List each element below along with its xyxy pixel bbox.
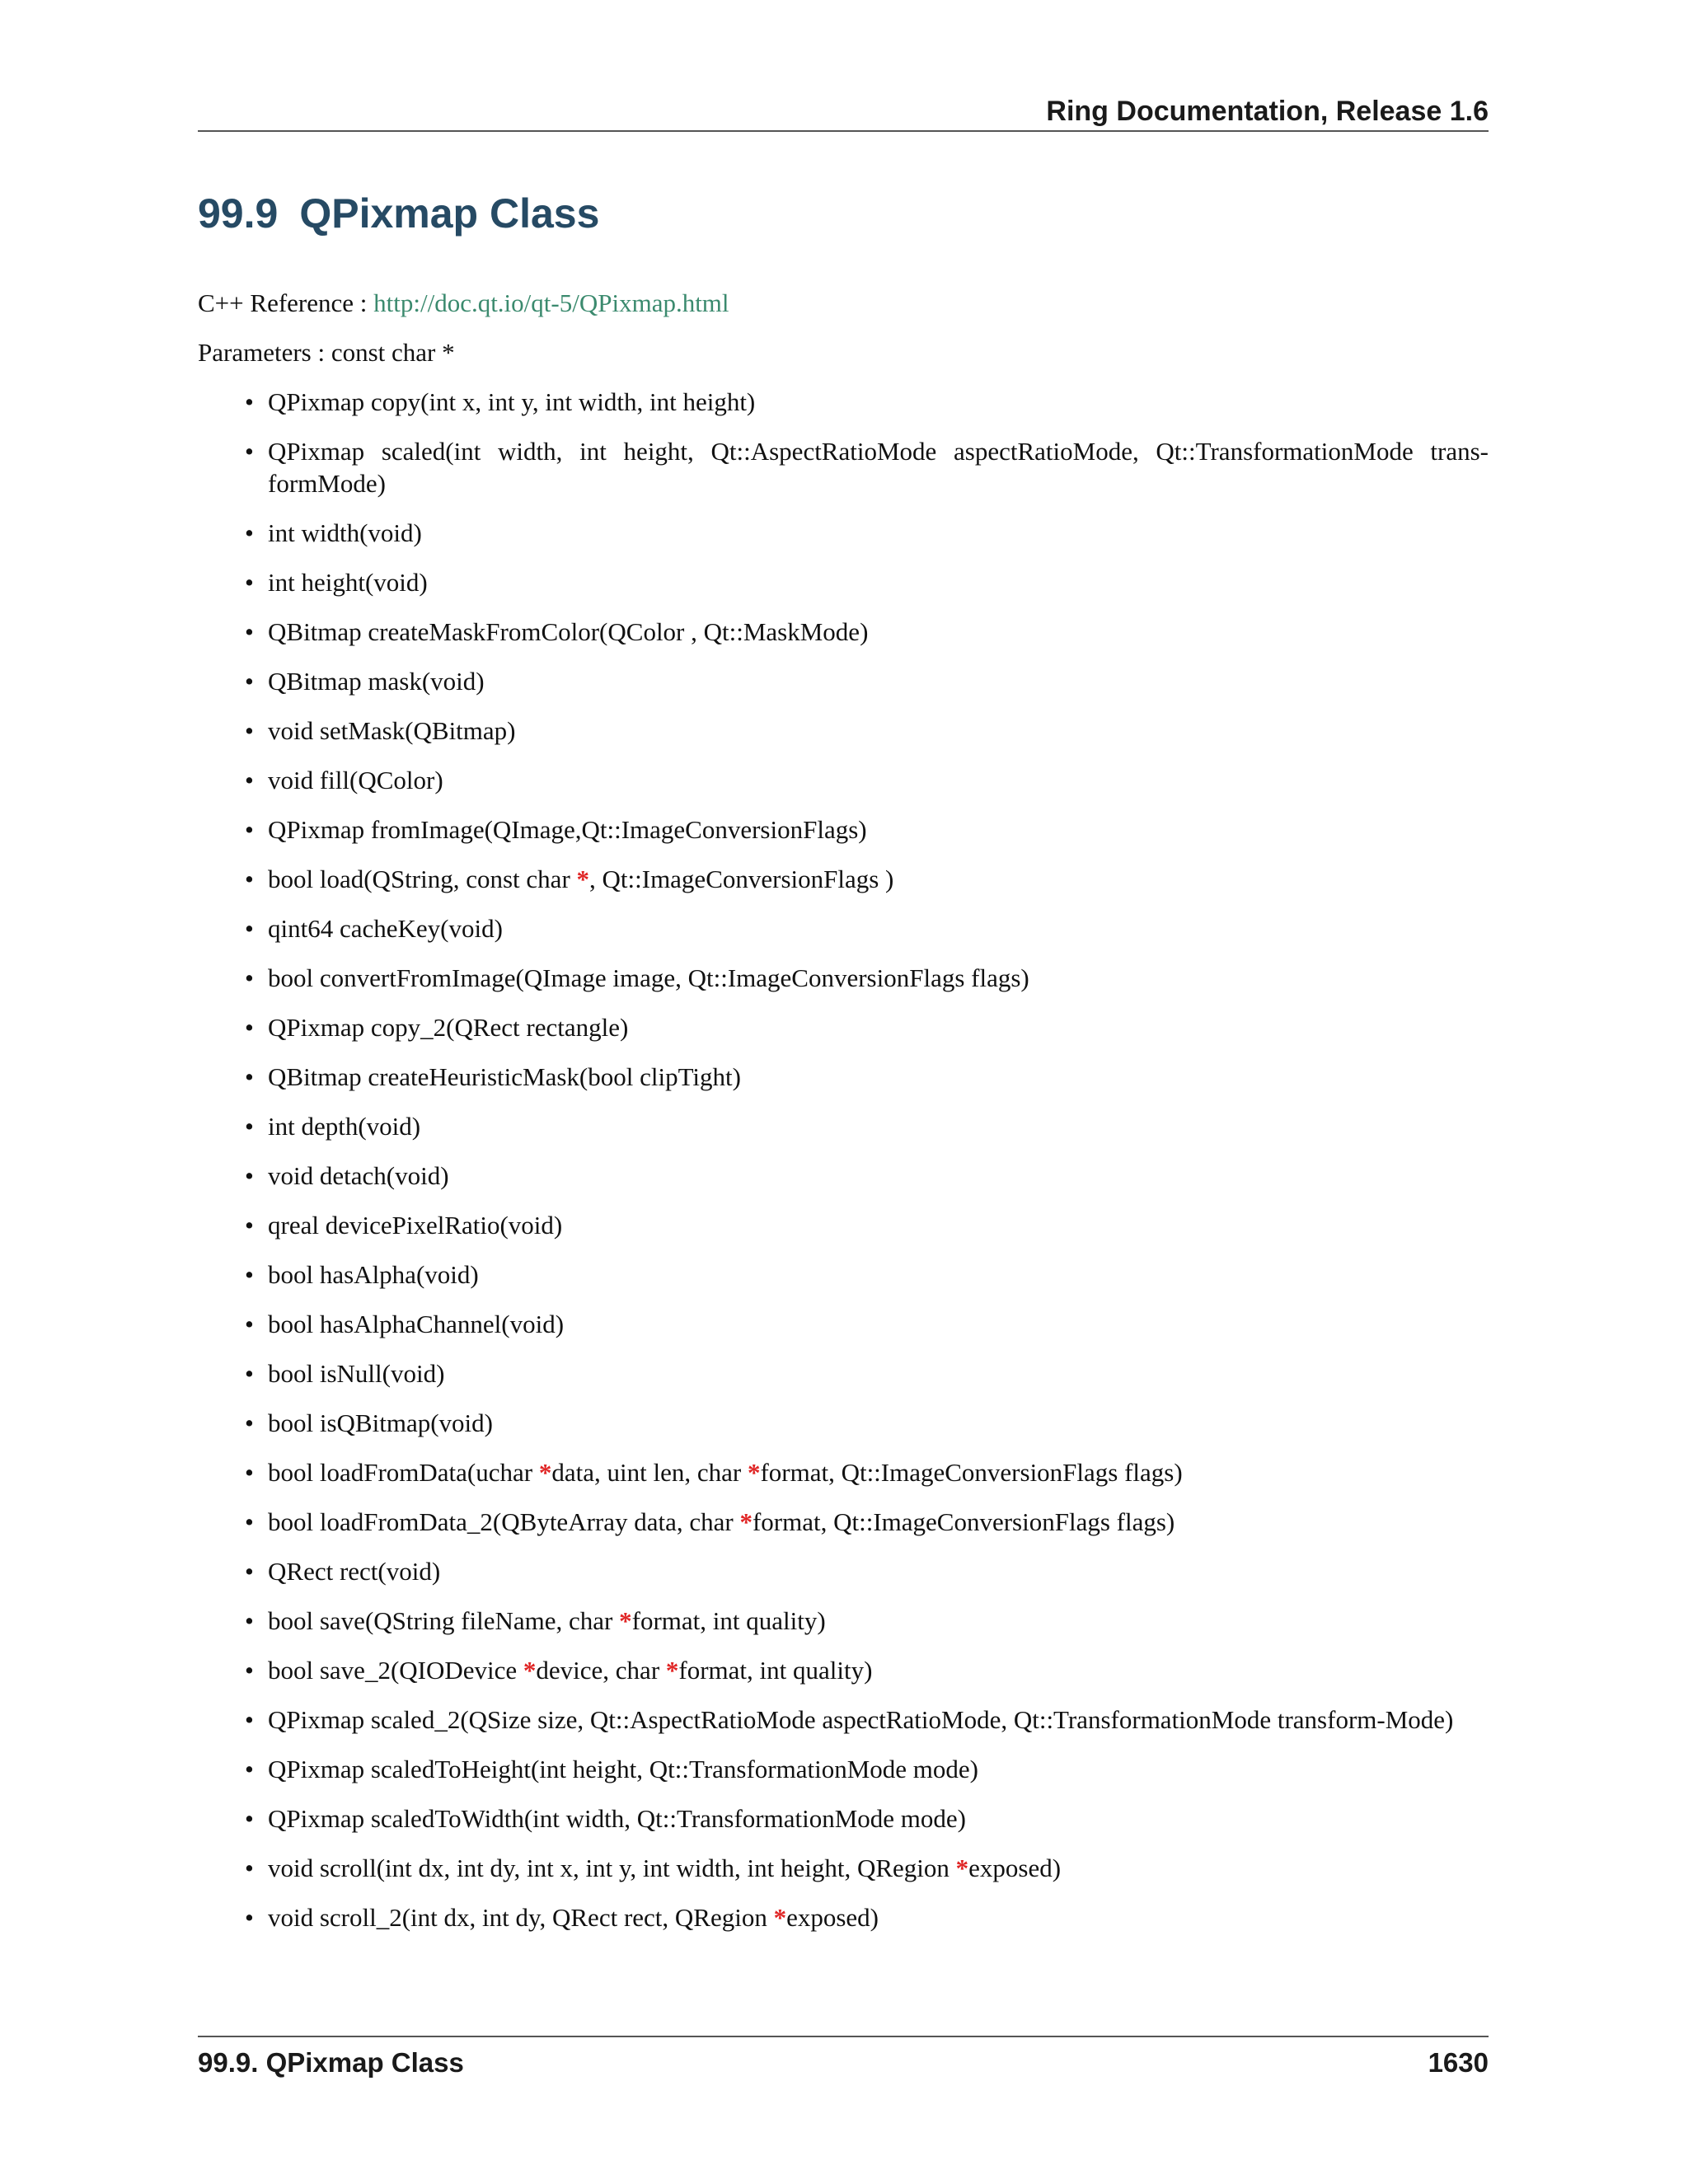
method-item: • QPixmap copy_2(QRect rectangle) xyxy=(268,1011,1489,1043)
asterisk: * xyxy=(665,1656,679,1685)
section-title: QPixmap Class xyxy=(299,190,600,237)
method-list xyxy=(268,386,1489,1951)
method-item: • bool convertFromImage(QImage image, Qt::ImageConversionFlags flags) xyxy=(268,962,1489,994)
method-item: • bool isNull(void) xyxy=(268,1357,1489,1390)
page-number: 1630 xyxy=(1428,2047,1489,2078)
method-item: • QBitmap createHeuristicMask(bool clipTight) xyxy=(268,1061,1489,1093)
method-item: • void scroll_2(int dx, int dy, QRect rect, QRegion *exposed) xyxy=(268,1901,1489,1933)
method-item: • QPixmap scaledToHeight(int height, Qt::TransformationMode mode) xyxy=(268,1753,1489,1785)
asterisk: * xyxy=(955,1854,969,1882)
method-item: • bool load(QString, const char *, Qt::ImageConversionFlags ) xyxy=(268,863,1489,895)
footer-section: 99.9. QPixmap Class xyxy=(198,2047,464,2078)
method-item: • void detach(void) xyxy=(268,1160,1489,1192)
method-item: • bool loadFromData(uchar *data, uint len, char *format, Qt::ImageConversionFlags flags) xyxy=(268,1456,1489,1488)
method-item: • bool hasAlpha(void) xyxy=(268,1258,1489,1291)
method-item: • void setMask(QBitmap) xyxy=(268,715,1489,747)
document-title: Ring Documentation, Release 1.6 xyxy=(1046,96,1489,127)
method-item: • QPixmap scaled_2(QSize size, Qt::AspectRatioMode aspectRatioMode, Qt::TransformationMode transform-Mode) xyxy=(268,1704,1489,1736)
parameters-line: Parameters : const char * xyxy=(198,338,455,367)
method-item: • void scroll(int dx, int dy, int x, int y, int width, int height, QRegion *exposed) xyxy=(268,1852,1489,1884)
asterisk: * xyxy=(773,1903,787,1932)
method-item: • int depth(void) xyxy=(268,1110,1489,1142)
method-item: • QPixmap fromImage(QImage,Qt::ImageConversionFlags) xyxy=(268,813,1489,846)
method-item: • QPixmap copy(int x, int y, int width, int height) xyxy=(268,386,1489,418)
asterisk: * xyxy=(576,865,590,893)
method-item: • QPixmap scaled(int width, int height, Qt::AspectRatioMode aspectRatioMode, Qt::TransformationMode trans-formMode) xyxy=(268,435,1489,499)
section-heading xyxy=(198,190,599,237)
asterisk: * xyxy=(747,1458,761,1487)
method-item: • int height(void) xyxy=(268,566,1489,598)
method-item: • bool save_2(QIODevice *device, char *format, int quality) xyxy=(268,1654,1489,1686)
asterisk: * xyxy=(523,1656,537,1685)
method-item: • bool save(QString fileName, char *format, int quality) xyxy=(268,1605,1489,1637)
method-item: • void fill(QColor) xyxy=(268,764,1489,796)
method-item: • int width(void) xyxy=(268,517,1489,549)
method-item: • QRect rect(void) xyxy=(268,1555,1489,1587)
page-footer xyxy=(198,2036,1489,2078)
cpp-reference xyxy=(198,288,729,318)
asterisk: * xyxy=(538,1458,552,1487)
method-item: • QBitmap mask(void) xyxy=(268,665,1489,697)
reference-link[interactable]: http://doc.qt.io/qt-5/QPixmap.html xyxy=(373,288,729,317)
asterisk: * xyxy=(619,1606,632,1635)
method-item: • bool isQBitmap(void) xyxy=(268,1407,1489,1439)
page-header xyxy=(198,91,1489,132)
method-item: • bool loadFromData_2(QByteArray data, char *format, Qt::ImageConversionFlags flags) xyxy=(268,1506,1489,1538)
section-number: 99.9 xyxy=(198,190,279,237)
method-item: • QPixmap scaledToWidth(int width, Qt::TransformationMode mode) xyxy=(268,1802,1489,1835)
asterisk: * xyxy=(739,1507,753,1536)
method-item: • qreal devicePixelRatio(void) xyxy=(268,1209,1489,1241)
reference-label: C++ Reference : xyxy=(198,288,374,317)
method-item: • qint64 cacheKey(void) xyxy=(268,912,1489,944)
method-item: • bool hasAlphaChannel(void) xyxy=(268,1308,1489,1340)
method-item: • QBitmap createMaskFromColor(QColor , Qt::MaskMode) xyxy=(268,616,1489,648)
